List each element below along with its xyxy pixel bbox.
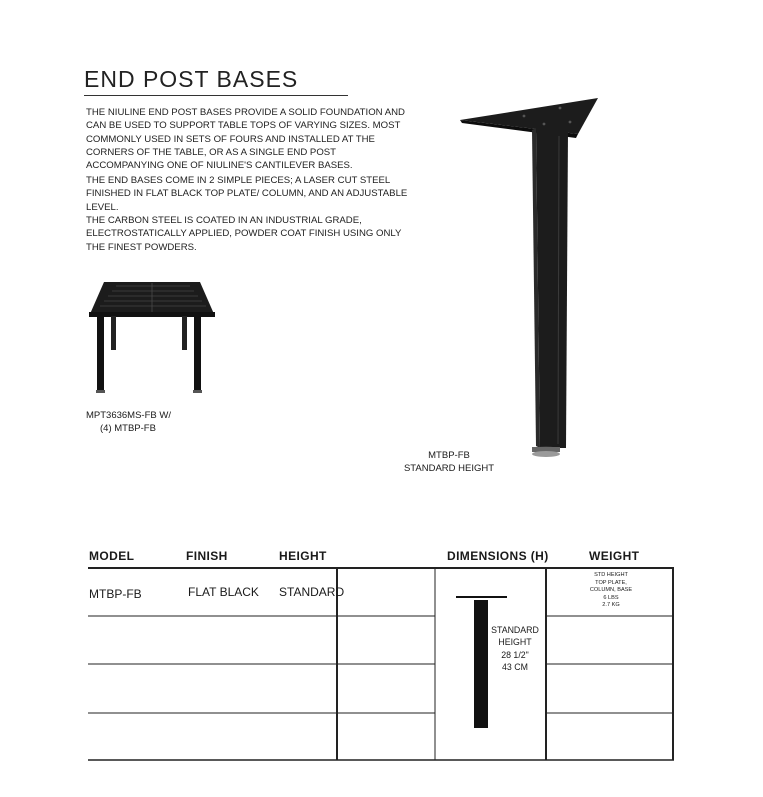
dimensions-value (490, 624, 540, 674)
column-header-model: MODEL (89, 549, 135, 563)
dimensions-line: 28 1/2" (501, 649, 529, 660)
finish-paragraph: THE CARBON STEEL IS COATED IN AN INDUSTRIAL GRADE, ELECTROSTATICALLY APPLIED, POWDER COAT FINISH USING ONLY THE FINEST POWDERS. (86, 215, 402, 253)
weight-line: 6 LBS (603, 594, 619, 601)
post-caption-line-1: MTBP-FB (428, 450, 470, 461)
weight-line: STD HEIGHT (594, 572, 628, 578)
table-caption-line-1: MPT3636MS-FB W/ (86, 410, 171, 421)
weight-line: COLUMN, BASE (589, 587, 633, 594)
weight-line: TOP PLATE, (595, 579, 627, 586)
dimensions-line: 43 CM (502, 662, 528, 673)
post-image-caption (396, 450, 502, 475)
table-image-caption (86, 410, 171, 435)
table-caption-line-2: (4) MTBP-FB (100, 422, 156, 434)
row-model: MTBP-FB (89, 587, 142, 601)
intro-paragraph: THE NIULINE END POST BASES PROVIDE A SOLID FOUNDATION AND CAN BE USED TO SUPPORT TABLE TOPS OF VARYING SIZES. MOST COMMONLY USED IN SETS OF FOURS AND INSTALLED AT THE CORNERS OF THE TABLE, OR AS A SINGLE END POST ACCOMPANYING ONE OF NIULINE'S CANTILEVER BASES. (86, 107, 405, 172)
row-height: STANDARD (279, 585, 345, 599)
dimensions-line: STANDARD (491, 625, 539, 635)
post-caption-line-2: STANDARD HEIGHT (403, 462, 495, 474)
column-header-weight: WEIGHT (589, 549, 640, 563)
dimensions-line: HEIGHT (498, 637, 532, 648)
table-with-bases-image (86, 280, 218, 396)
column-header-height: HEIGHT (279, 549, 327, 563)
column-header-dimensions: DIMENSIONS (H) (447, 549, 549, 563)
end-post-base-image (458, 92, 600, 460)
page-title: END POST BASES (84, 66, 299, 92)
components-paragraph: THE END BASES COME IN 2 SIMPLE PIECES; A LASER CUT STEEL FINISHED IN FLAT BLACK TOP PLATE/ COLUMN, AND AN ADJUSTABLE LEVEL. (86, 175, 408, 213)
title-underline (84, 95, 348, 96)
column-header-finish: FINISH (186, 549, 228, 563)
weight-line: 2.7 KG (602, 602, 620, 609)
weight-value (556, 572, 666, 610)
row-finish: FLAT BLACK (188, 585, 259, 599)
